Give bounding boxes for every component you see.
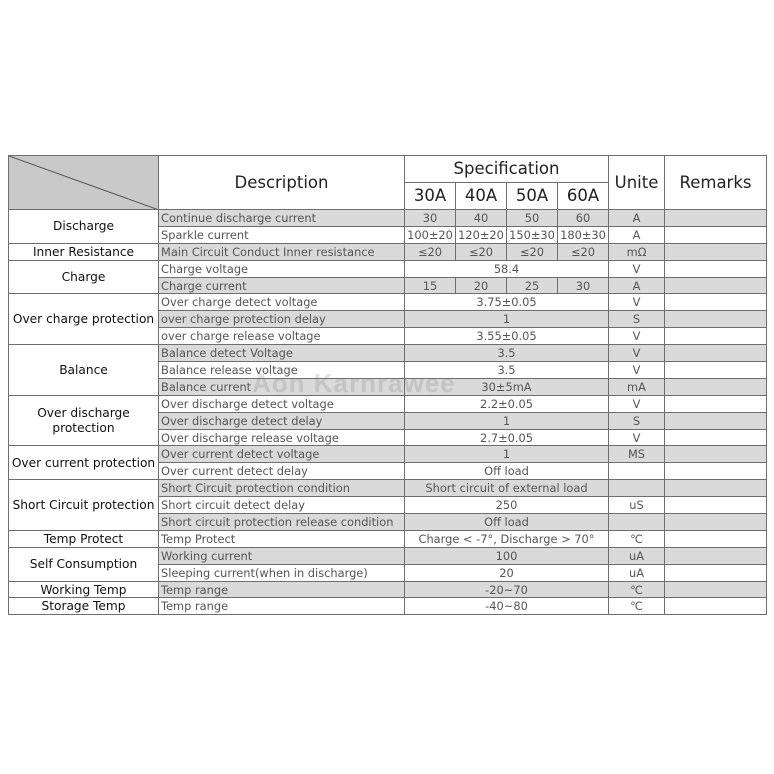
value-cell: 2.2±0.05 <box>405 395 609 412</box>
header-corner-cell <box>9 156 159 210</box>
value-cell: 100 <box>405 547 609 564</box>
value-cell: 150±30 <box>507 226 558 243</box>
remarks-cell <box>665 226 767 243</box>
value-cell: 60 <box>558 210 609 227</box>
unit-cell: V <box>609 294 665 311</box>
unit-cell: V <box>609 362 665 379</box>
unit-cell: V <box>609 429 665 446</box>
unit-cell: ℃ <box>609 530 665 547</box>
category-storage-temp: Storage Temp <box>9 598 159 615</box>
unit-cell: V <box>609 345 665 362</box>
param-cell: Sparkle current <box>159 226 405 243</box>
value-cell: Short circuit of external load <box>405 480 609 497</box>
remarks-cell <box>665 564 767 581</box>
unit-cell: S <box>609 311 665 328</box>
param-cell: Over charge detect voltage <box>159 294 405 311</box>
unit-cell: uA <box>609 547 665 564</box>
value-cell: 250 <box>405 497 609 514</box>
unit-cell <box>609 514 665 531</box>
remarks-cell <box>665 243 767 260</box>
category-balance: Balance <box>9 345 159 396</box>
category-over-charge-protection: Over charge protection <box>9 294 159 345</box>
unit-cell: ℃ <box>609 598 665 615</box>
unit-cell: A <box>609 277 665 294</box>
value-cell: ≤20 <box>558 243 609 260</box>
remarks-cell <box>665 260 767 277</box>
watermark-text: Aon Karnrawee <box>252 368 456 398</box>
value-cell: 30 <box>405 210 456 227</box>
remarks-cell <box>665 514 767 531</box>
unit-cell: mA <box>609 378 665 395</box>
remarks-cell <box>665 463 767 480</box>
param-cell: Temp range <box>159 581 405 598</box>
remarks-cell <box>665 480 767 497</box>
value-cell: -20~70 <box>405 581 609 598</box>
value-cell: ≤20 <box>456 243 507 260</box>
value-cell: 100±20 <box>405 226 456 243</box>
remarks-cell <box>665 598 767 615</box>
param-cell: Balance detect Voltage <box>159 345 405 362</box>
unit-cell: A <box>609 210 665 227</box>
value-cell: 20 <box>405 564 609 581</box>
header-remarks: Remarks <box>665 156 767 210</box>
remarks-cell <box>665 547 767 564</box>
unit-cell: S <box>609 412 665 429</box>
remarks-cell <box>665 530 767 547</box>
value-cell: -40~80 <box>405 598 609 615</box>
header-model-50a: 50A <box>507 183 558 210</box>
value-cell: 2.7±0.05 <box>405 429 609 446</box>
value-cell: 3.5 <box>405 362 609 379</box>
category-self-consumption: Self Consumption <box>9 547 159 581</box>
remarks-cell <box>665 429 767 446</box>
category-working-temp: Working Temp <box>9 581 159 598</box>
param-cell: over charge release voltage <box>159 328 405 345</box>
unit-cell: V <box>609 395 665 412</box>
param-cell: Over discharge detect delay <box>159 412 405 429</box>
remarks-cell <box>665 277 767 294</box>
param-cell: Over current detect delay <box>159 463 405 480</box>
unit-cell: uS <box>609 497 665 514</box>
value-cell: 1 <box>405 446 609 463</box>
category-discharge: Discharge <box>9 210 159 244</box>
param-cell: Over current detect voltage <box>159 446 405 463</box>
param-cell: Sleeping current(when in discharge) <box>159 564 405 581</box>
unit-cell <box>609 463 665 480</box>
unit-cell: MS <box>609 446 665 463</box>
unit-cell <box>609 480 665 497</box>
remarks-cell <box>665 328 767 345</box>
value-cell: 1 <box>405 311 609 328</box>
header-specification: Specification <box>405 156 609 183</box>
param-cell: Over discharge release voltage <box>159 429 405 446</box>
value-cell: 120±20 <box>456 226 507 243</box>
remarks-cell <box>665 345 767 362</box>
value-cell: 3.55±0.05 <box>405 328 609 345</box>
header-model-30a: 30A <box>405 183 456 210</box>
header-description: Description <box>159 156 405 210</box>
value-cell: 3.5 <box>405 345 609 362</box>
unit-cell: V <box>609 260 665 277</box>
value-cell: 25 <box>507 277 558 294</box>
value-cell: Charge < -7°, Discharge > 70° <box>405 530 609 547</box>
param-cell: Balance current <box>159 378 405 395</box>
header-model-60a: 60A <box>558 183 609 210</box>
param-cell: Main Circuit Conduct Inner resistance <box>159 243 405 260</box>
param-cell: Temp Protect <box>159 530 405 547</box>
remarks-cell <box>665 294 767 311</box>
value-cell: Off load <box>405 463 609 480</box>
value-cell: Off load <box>405 514 609 531</box>
param-cell: Balance release voltage <box>159 362 405 379</box>
category-temp-protect: Temp Protect <box>9 530 159 547</box>
value-cell: 180±30 <box>558 226 609 243</box>
remarks-cell <box>665 446 767 463</box>
header-model-40a: 40A <box>456 183 507 210</box>
unit-cell: V <box>609 328 665 345</box>
param-cell: Short circuit protection release condition <box>159 514 405 531</box>
value-cell: ≤20 <box>507 243 558 260</box>
unit-cell: uA <box>609 564 665 581</box>
remarks-cell <box>665 378 767 395</box>
param-cell: Temp range <box>159 598 405 615</box>
remarks-cell <box>665 311 767 328</box>
param-cell: Charge voltage <box>159 260 405 277</box>
param-cell: Continue discharge current <box>159 210 405 227</box>
value-cell: 20 <box>456 277 507 294</box>
remarks-cell <box>665 412 767 429</box>
value-cell: 3.75±0.05 <box>405 294 609 311</box>
remarks-cell <box>665 362 767 379</box>
value-cell: 58.4 <box>405 260 609 277</box>
category-over-current-protection: Over current protection <box>9 446 159 480</box>
value-cell: 30±5mA <box>405 378 609 395</box>
remarks-cell <box>665 210 767 227</box>
param-cell: Short circuit detect delay <box>159 497 405 514</box>
value-cell: ≤20 <box>405 243 456 260</box>
category-over-discharge-protection <box>9 395 159 446</box>
category-inner-resistance: Inner Resistance <box>9 243 159 260</box>
remarks-cell <box>665 497 767 514</box>
unit-cell: mΩ <box>609 243 665 260</box>
param-cell: Over discharge detect voltage <box>159 395 405 412</box>
param-cell: Working current <box>159 547 405 564</box>
unit-cell: A <box>609 226 665 243</box>
category-label: Over discharge protection <box>37 405 130 435</box>
remarks-cell <box>665 581 767 598</box>
remarks-cell <box>665 395 767 412</box>
value-cell: 40 <box>456 210 507 227</box>
unit-cell: ℃ <box>609 581 665 598</box>
diagonal-line-icon <box>9 156 159 210</box>
value-cell: 30 <box>558 277 609 294</box>
param-cell: Charge current <box>159 277 405 294</box>
value-cell: 50 <box>507 210 558 227</box>
param-cell: Short Circuit protection condition <box>159 480 405 497</box>
param-cell: over charge protection delay <box>159 311 405 328</box>
header-unite: Unite <box>609 156 665 210</box>
value-cell: 1 <box>405 412 609 429</box>
value-cell: 15 <box>405 277 456 294</box>
category-charge: Charge <box>9 260 159 294</box>
category-short-circuit-protection: Short Circuit protection <box>9 480 159 531</box>
